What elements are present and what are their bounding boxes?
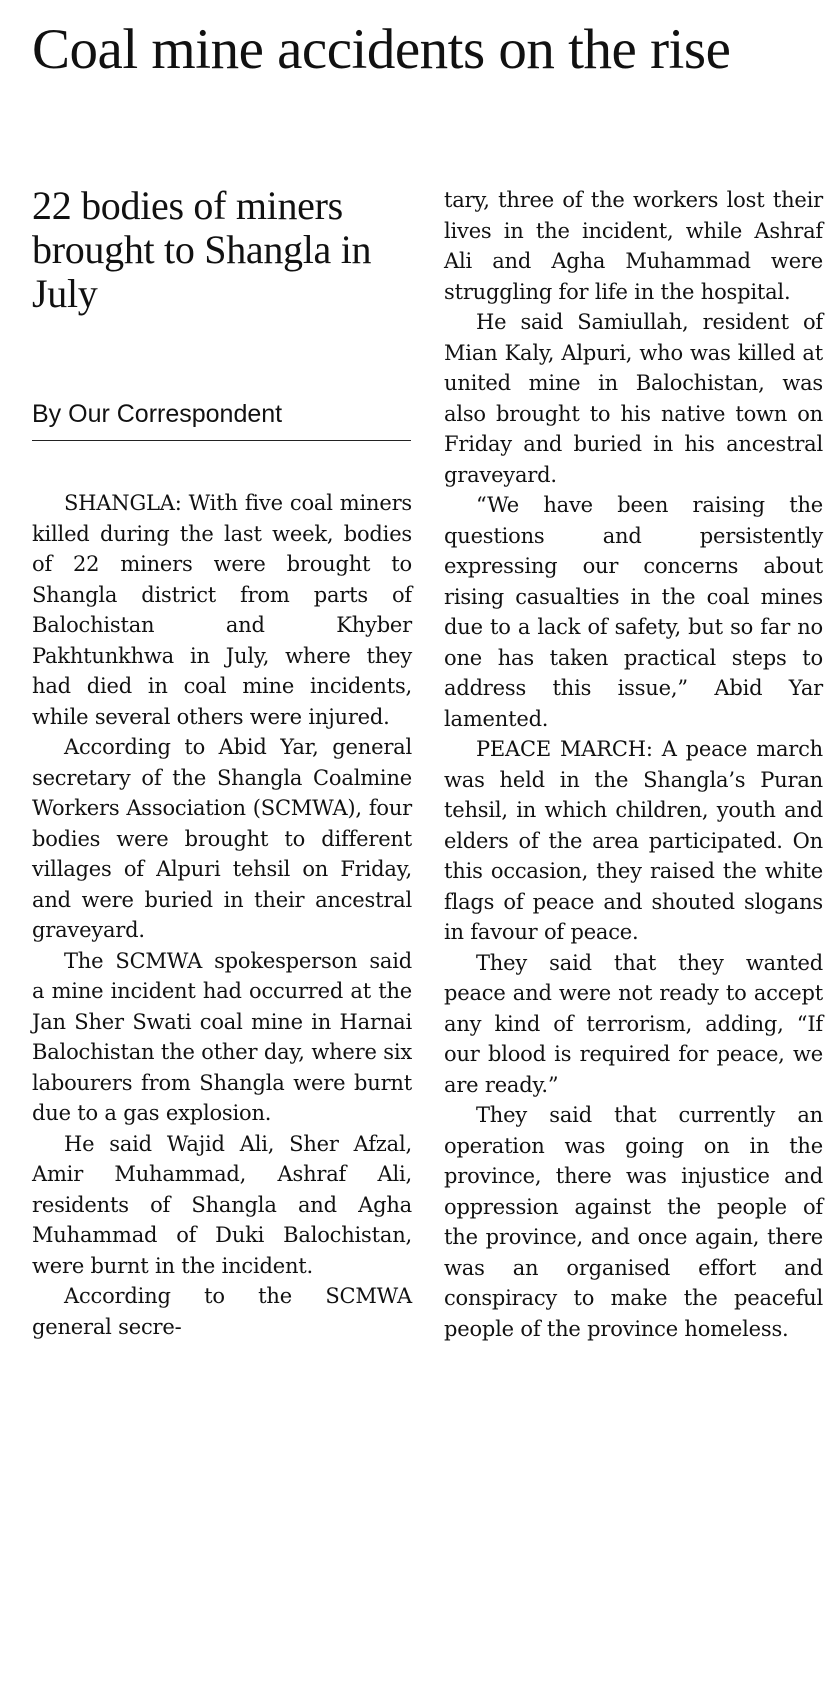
article-column-left xyxy=(32,488,412,1342)
paragraph: They said that currently an operation was going on in the province, there was injustice and oppression against the people of the province, and once again, there was an organised effort and conspiracy to make the peaceful people of the province homeless. xyxy=(444,1103,823,1341)
paragraph: They said that they wanted peace and were not ready to accept any kind of terrorism, adding, “If our blood is required for peace, we are ready.” xyxy=(444,950,823,1097)
paragraph: According to the SCMWA general secre- xyxy=(32,1284,412,1339)
paragraph: SHANGLA: With five coal miners killed during the last week, bodies of 22 miners were brought to Shangla district from parts of Balochistan and Khyber Pakhtunkhwa in July, where they had died in coal mine incidents, while several others were injured. xyxy=(32,491,412,729)
byline: By Our Correspondent xyxy=(32,398,411,441)
paragraph: PEACE MARCH: A peace march was held in the Shangla’s Puran tehsil, in which children, youth and elders of the area participated. On this occasion, they raised the white flags of peace and shouted slogans in favour of peace. xyxy=(444,737,823,944)
paragraph: The SCMWA spokesperson said a mine incident had occurred at the Jan Sher Swati coal mine in Harnai Balochistan the other day, where six labourers from Shangla were burnt due to a gas explosion. xyxy=(32,948,412,1125)
paragraph: “We have been raising the questions and persistently expressing our concerns about rising casualties in the coal mines due to a lack of safety, but so far no one has taken practical steps to address this issue,” Abid Yar lamented. xyxy=(444,493,823,731)
headline: Coal mine accidents on the rise xyxy=(32,18,731,81)
paragraph: According to Abid Yar, general secretary of the Shangla Coalmine Workers Association (SCMWA), four bodies were brought to different villages of Alpuri tehsil on Friday, and were buried in their ancestral graveyard. xyxy=(32,735,412,942)
paragraph: He said Wajid Ali, Sher Afzal, Amir Muhammad, Ashraf Ali, residents of Shangla and Agha Muhammad of Duki Balochistan, were burnt in the incident. xyxy=(32,1131,412,1278)
article-column-right xyxy=(444,185,823,1344)
paragraph-continued: tary, three of the workers lost their lives in the incident, while Ashraf Ali and Agha Muhammad were struggling for life in the hospital. xyxy=(444,188,823,304)
paragraph: He said Samiullah, resident of Mian Kaly, Alpuri, who was killed at united mine in Balochistan, was also brought to his native town on Friday and buried in his ancestral graveyard. xyxy=(444,310,823,487)
subheadline: 22 bodies of miners brought to Shangla in July xyxy=(32,183,372,316)
